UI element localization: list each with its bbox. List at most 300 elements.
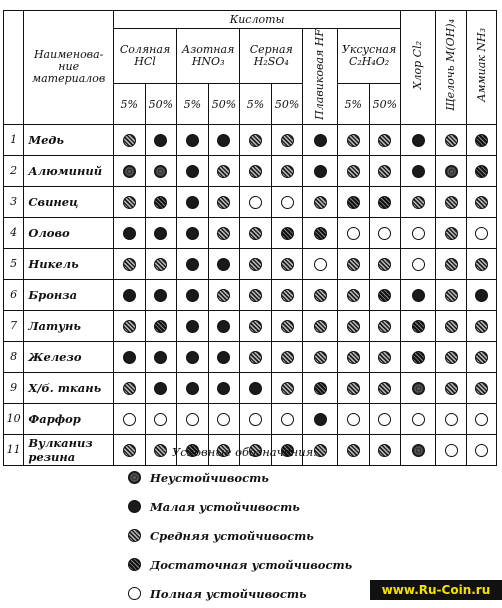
resistance-cell [435,434,467,465]
pct-hcl-50: 50% [145,84,177,125]
pct-hno3-5: 5% [177,84,209,125]
resistance-level-2-icon [186,165,199,178]
resistance-level-3-icon [249,134,262,147]
legend-label: Достаточная устойчивость [150,557,353,572]
resistance-cell [271,124,303,155]
row-number: 4 [4,217,24,248]
resistance-cell [145,186,177,217]
row-number: 8 [4,341,24,372]
acid-header-h2so4: Серная H₂SO₄ [240,29,303,84]
material-name: Железо [24,341,114,372]
resistance-level-4-icon [347,196,360,209]
resistance-cell [145,217,177,248]
resistance-cell [337,217,369,248]
resistance-level-2-icon [412,165,425,178]
resistance-cell [435,155,467,186]
resistance-cell [467,341,497,372]
resistance-level-3-icon [123,320,136,333]
resistance-level-4-icon [412,351,425,364]
resistance-level-3-icon [281,134,294,147]
resistance-cell [303,279,338,310]
resistance-level-2-icon [475,289,488,302]
materials-header: Наименова-ние материалов [24,11,114,125]
resistance-cell [145,279,177,310]
resistance-level-3-icon [314,320,327,333]
table-row [4,217,497,248]
acid-header-hf-cell [303,29,338,125]
resistance-cell [208,372,240,403]
resistance-level-3-icon [314,289,327,302]
resistance-level-2-icon [123,351,136,364]
resistance-cell [240,155,272,186]
resistance-level-5-icon [412,227,425,240]
resistance-level-3-icon [475,351,488,364]
resistance-level-3-icon [378,351,391,364]
resistance-level-2-icon [123,227,136,240]
row-number: 9 [4,372,24,403]
resistance-level-3-icon [128,529,141,542]
resistance-level-2-icon [186,258,199,271]
resistance-level-4-icon [281,227,294,240]
resistance-cell [369,217,401,248]
resistance-level-1-icon [154,165,167,178]
resistance-level-4-icon [128,558,141,571]
resistance-level-2-icon [314,165,327,178]
resistance-cell [113,186,145,217]
resistance-level-2-icon [186,289,199,302]
resistance-cell [177,124,209,155]
resistance-level-5-icon [281,196,294,209]
resistance-cell [271,155,303,186]
table-row [4,155,497,186]
resistance-cell [337,403,369,434]
resistance-cell [240,124,272,155]
resistance-cell [208,310,240,341]
resistance-cell [467,434,497,465]
resistance-level-2-icon [217,320,230,333]
resistance-cell [271,248,303,279]
resistance-level-3-icon [475,382,488,395]
resistance-level-3-icon [378,320,391,333]
table-row [4,248,497,279]
material-name: Медь [24,124,114,155]
row-number: 6 [4,279,24,310]
resistance-level-3-icon [217,227,230,240]
resistance-cell [208,248,240,279]
resistance-level-3-icon [475,320,488,333]
resistance-cell [303,155,338,186]
resistance-level-3-icon [347,165,360,178]
resistance-cell [435,248,467,279]
resistance-level-3-icon [123,382,136,395]
resistance-level-4-icon [154,320,167,333]
material-name: Х/б. ткань [24,372,114,403]
acid-header-acetic: Уксусная C₂H₄O₂ [337,29,400,84]
resistance-level-1-icon [445,165,458,178]
resistance-level-2-icon [314,413,327,426]
resistance-level-3-icon [347,289,360,302]
resistance-cell [145,124,177,155]
resistance-cell [467,279,497,310]
resistance-cell [435,310,467,341]
row-number: 5 [4,248,24,279]
resistance-cell [240,310,272,341]
resistance-level-3-icon [445,289,458,302]
resistance-cell [271,310,303,341]
resistance-level-5-icon [281,413,294,426]
resistance-level-4-icon [475,165,488,178]
resistance-cell [208,341,240,372]
legend-item [128,463,388,492]
resistance-level-2-icon [186,320,199,333]
resistance-level-2-icon [154,134,167,147]
resistance-level-1-icon [412,382,425,395]
resistance-level-3-icon [217,289,230,302]
resistance-level-2-icon [217,258,230,271]
row-number: 11 [4,434,24,465]
pct-h2so4-5: 5% [240,84,272,125]
resistance-level-3-icon [445,320,458,333]
resistance-cell [271,403,303,434]
resistance-level-5-icon [445,413,458,426]
resistance-level-3-icon [347,320,360,333]
legend-item [128,550,388,579]
resistance-level-2-icon [186,351,199,364]
legend-item [128,521,388,550]
resistance-level-4-icon [412,320,425,333]
resistance-cell [337,341,369,372]
material-name: Бронза [24,279,114,310]
resistance-cell [177,217,209,248]
resistance-level-3-icon [281,289,294,302]
resistance-cell [271,217,303,248]
resistance-level-3-icon [217,196,230,209]
resistance-cell [303,217,338,248]
resistance-cell [401,341,436,372]
resistance-cell [337,155,369,186]
pct-hno3-50: 50% [208,84,240,125]
material-name: Латунь [24,310,114,341]
resistance-level-2-icon [249,382,262,395]
resistance-level-5-icon [378,227,391,240]
resistance-cell [435,372,467,403]
resistance-level-3-icon [123,258,136,271]
watermark: www.Ru-Coin.ru [370,580,502,600]
material-name: Фарфор [24,403,114,434]
resistance-level-3-icon [445,351,458,364]
resistance-cell [177,310,209,341]
resistance-level-3-icon [249,289,262,302]
resistance-cell [240,403,272,434]
resistance-cell [369,155,401,186]
resistance-cell [271,372,303,403]
resistance-level-5-icon [186,413,199,426]
resistance-level-3-icon [281,351,294,364]
resistance-cell [369,372,401,403]
resistance-level-3-icon [249,165,262,178]
resistance-cell [435,217,467,248]
resistance-cell [337,372,369,403]
resistance-level-5-icon [475,444,488,457]
legend [128,445,388,608]
table-row [4,403,497,434]
resistance-cell [208,186,240,217]
acid-header-hcl: Соляная HCl [113,29,176,84]
resistance-level-3-icon [249,351,262,364]
pct-hcl-5: 5% [113,84,145,125]
resistance-level-3-icon [281,258,294,271]
resistance-level-2-icon [154,289,167,302]
table-row [4,186,497,217]
resistance-level-4-icon [475,134,488,147]
resistance-level-3-icon [249,258,262,271]
ammonia-header-cell [467,11,497,125]
resistance-level-4-icon [154,196,167,209]
pct-h2so4-50: 50% [271,84,303,125]
resistance-cell [113,248,145,279]
resistance-level-2-icon [186,134,199,147]
resistance-cell [303,310,338,341]
resistance-cell [435,341,467,372]
resistance-cell [401,155,436,186]
resistance-level-2-icon [186,382,199,395]
resistance-cell [177,248,209,279]
resistance-cell [145,248,177,279]
resistance-level-3-icon [281,165,294,178]
resistance-cell [435,124,467,155]
resistance-cell [467,372,497,403]
resistance-cell [401,310,436,341]
resistance-cell [145,372,177,403]
resistance-level-5-icon [314,258,327,271]
resistance-cell [369,279,401,310]
resistance-cell [337,279,369,310]
pct-acetic-5: 5% [337,84,369,125]
resistance-cell [401,279,436,310]
table-row [4,310,497,341]
row-number: 1 [4,124,24,155]
resistance-cell [467,124,497,155]
resistance-level-3-icon [475,196,488,209]
resistance-level-5-icon [123,413,136,426]
resistance-cell [240,186,272,217]
resistance-cell [369,403,401,434]
resistance-cell [467,155,497,186]
resistance-level-2-icon [412,134,425,147]
resistance-level-2-icon [154,351,167,364]
resistance-cell [177,403,209,434]
row-number: 2 [4,155,24,186]
resistance-level-5-icon [412,413,425,426]
resistance-level-1-icon [412,444,425,457]
resistance-level-3-icon [347,351,360,364]
legend-item [128,492,388,521]
resistance-level-3-icon [347,134,360,147]
resistance-level-2-icon [217,134,230,147]
ammonia-header: Аммиак NH₃ [474,28,488,103]
resistance-level-3-icon [378,165,391,178]
resistance-cell [401,124,436,155]
resistance-cell [177,341,209,372]
resistance-cell [303,248,338,279]
resistance-level-4-icon [378,196,391,209]
resistance-level-5-icon [249,196,262,209]
resistance-cell [208,279,240,310]
resistance-level-2-icon [123,289,136,302]
resistance-level-3-icon [378,134,391,147]
resistance-cell [467,248,497,279]
resistance-cell [303,124,338,155]
resistance-level-3-icon [281,382,294,395]
resistance-cell [240,248,272,279]
resistance-level-3-icon [347,382,360,395]
resistance-level-5-icon [217,413,230,426]
row-number: 3 [4,186,24,217]
resistance-cell [369,310,401,341]
resistance-cell [337,310,369,341]
material-name: Свинец [24,186,114,217]
resistance-cell [435,279,467,310]
resistance-level-3-icon [249,320,262,333]
resistance-level-1-icon [123,165,136,178]
resistance-cell [303,341,338,372]
resistance-cell [113,124,145,155]
resistance-cell [177,372,209,403]
resistance-level-5-icon [347,413,360,426]
resistance-cell [177,155,209,186]
resistance-level-5-icon [475,413,488,426]
resistance-cell [208,217,240,248]
resistance-cell [467,186,497,217]
resistance-level-3-icon [249,227,262,240]
resistance-level-3-icon [445,134,458,147]
resistance-cell [401,217,436,248]
resistance-cell [401,434,436,465]
resistance-level-3-icon [378,258,391,271]
legend-title: Условные обозначения: [172,445,318,459]
resistance-cell [240,217,272,248]
resistance-level-4-icon [314,382,327,395]
resistance-level-3-icon [347,258,360,271]
resistance-cell [369,186,401,217]
resistance-cell [113,341,145,372]
resistance-cell [337,186,369,217]
resistance-cell [113,279,145,310]
resistance-level-1-icon [128,471,141,484]
resistance-cell [401,403,436,434]
resistance-level-5-icon [412,258,425,271]
resistance-level-2-icon [154,227,167,240]
material-name: Никель [24,248,114,279]
alkali-header-cell [435,11,467,125]
resistance-level-3-icon [412,196,425,209]
row-number: 7 [4,310,24,341]
resistance-cell [401,248,436,279]
resistance-level-3-icon [445,258,458,271]
chlorine-header-cell [401,11,436,125]
resistance-level-3-icon [445,196,458,209]
resistance-level-3-icon [123,134,136,147]
resistance-cell [369,341,401,372]
resistance-level-5-icon [475,227,488,240]
legend-item [128,579,388,608]
legend-label: Неустойчивость [150,470,269,485]
table-row [4,124,497,155]
resistance-cell [435,403,467,434]
resistance-cell [208,124,240,155]
corrosion-resistance-table [3,10,497,466]
resistance-cell [113,403,145,434]
resistance-level-3-icon [475,258,488,271]
resistance-level-3-icon [445,227,458,240]
chlorine-header: Хлор Cl₂ [411,41,424,90]
resistance-cell [177,279,209,310]
resistance-level-3-icon [154,258,167,271]
resistance-cell [113,372,145,403]
resistance-cell [145,310,177,341]
alkali-header: Щелочь M(OH)₄ [444,19,458,112]
resistance-cell [145,403,177,434]
pct-acetic-50: 50% [369,84,401,125]
row-number: 10 [4,403,24,434]
resistance-level-5-icon [378,413,391,426]
resistance-level-5-icon [128,587,141,600]
resistance-level-3-icon [445,382,458,395]
legend-items [128,463,388,608]
resistance-cell [271,186,303,217]
material-name: Вулканиз резина [24,434,114,465]
resistance-level-3-icon [281,320,294,333]
resistance-cell [145,155,177,186]
resistance-level-2-icon [314,134,327,147]
resistance-level-3-icon [378,382,391,395]
resistance-level-3-icon [217,165,230,178]
resistance-level-2-icon [217,382,230,395]
resistance-cell [303,372,338,403]
material-name: Олово [24,217,114,248]
resistance-cell [113,155,145,186]
resistance-cell [113,310,145,341]
resistance-cell [369,248,401,279]
resistance-cell [467,310,497,341]
resistance-level-4-icon [378,289,391,302]
resistance-level-5-icon [445,444,458,457]
resistance-level-2-icon [186,227,199,240]
resistance-cell [337,124,369,155]
resistance-cell [271,341,303,372]
resistance-cell [435,186,467,217]
resistance-cell [208,403,240,434]
resistance-cell [208,155,240,186]
table-row [4,279,497,310]
resistance-level-4-icon [314,227,327,240]
resistance-cell [467,217,497,248]
material-name: Алюминий [24,155,114,186]
resistance-level-3-icon [314,351,327,364]
resistance-cell [401,186,436,217]
resistance-level-2-icon [412,289,425,302]
resistance-level-3-icon [123,196,136,209]
resistance-cell [177,186,209,217]
resistance-cell [401,372,436,403]
resistance-cell [145,341,177,372]
resistance-level-5-icon [249,413,262,426]
resistance-level-2-icon [217,351,230,364]
resistance-cell [240,372,272,403]
resistance-cell [303,403,338,434]
legend-label: Полная устойчивость [150,586,307,601]
resistance-level-5-icon [154,413,167,426]
